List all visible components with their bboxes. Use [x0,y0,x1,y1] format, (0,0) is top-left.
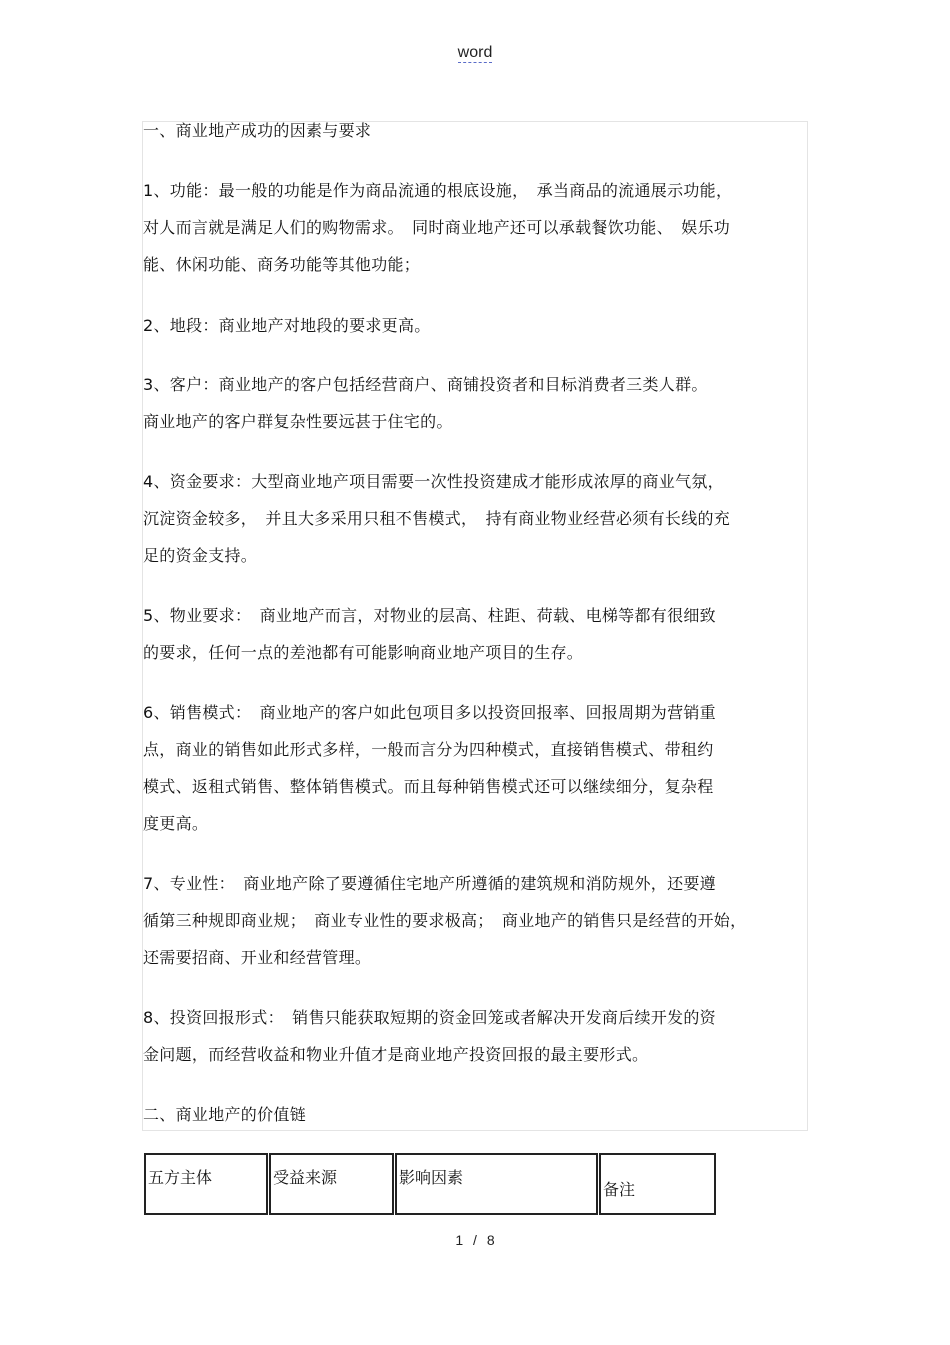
paragraph-7-line-2: 循第三种规即商业规； 商业专业性的要求极高； 商业地产的销售只是经营的开始， [143,911,747,930]
paragraph-4-line-3: 足的资金支持。 [143,546,258,565]
table-header-cell [269,1153,394,1215]
table-header-factors: 影响因素 [399,1168,464,1187]
paragraph-6-line-4: 度更高。 [143,814,209,833]
page-number: 1 / 8 [455,1232,495,1248]
paragraph-2-line-1: 2、地段：商业地产对地段的要求更高。 [143,316,431,335]
paragraph-6-line-2: 点，商业的销售如此形式多样，一般而言分为四种模式，直接销售模式、带租约 [143,740,714,759]
paragraph-1-line-3: 能、休闲功能、商务功能等其他功能； [143,255,421,274]
paragraph-6-line-3: 模式、返租式销售、整体销售模式。而且每种销售模式还可以继续细分，复杂程 [143,777,714,796]
paragraph-4-line-1: 4、资金要求：大型商业地产项目需要一次性投资建成才能形成浓厚的商业气氛， [143,472,724,491]
section-heading-1: 一、商业地产成功的因素与要求 [143,121,372,140]
page-header [0,44,950,62]
paragraph-1-line-1: 1、功能：最一般的功能是作为商品流通的根底设施， 承当商品的流通展示功能， [143,181,733,200]
table-header-notes: 备注 [603,1180,636,1199]
document-body [143,112,807,1133]
paragraph-1-line-2: 对人而言就是满足人们的购物需求。 同时商业地产还可以承载餐饮功能、 娱乐功 [143,218,731,237]
paragraph-5-line-1: 5、物业要求： 商业地产而言，对物业的层高、柱距、荷载、电梯等都有很细致 [143,606,716,625]
paragraph-3-line-1: 3、客户：商业地产的客户包括经营商户、商铺投资者和目标消费者三类人群。 [143,375,708,394]
paragraph-7-line-1: 7、专业性： 商业地产除了要遵循住宅地产所遵循的建筑规和消防规外，还要遵 [143,874,716,893]
paragraph-4-line-2: 沉淀资金较多， 并且大多采用只租不售模式， 持有商业物业经营必须有长线的充 [143,509,731,528]
paragraph-8-line-2: 金问题，而经营收益和物业升值才是商业地产投资回报的最主要形式。 [143,1045,649,1064]
paragraph-7-line-3: 还需要招商、开业和经营管理。 [143,948,372,967]
section-heading-2: 二、商业地产的价值链 [143,1105,307,1124]
value-chain-table [144,1153,717,1215]
header-title: word [457,44,493,61]
paragraph-6-line-1: 6、销售模式： 商业地产的客户如此包项目多以投资回报率、回报周期为营销重 [143,703,716,722]
table-header-cell [599,1153,716,1215]
table-header-cell [395,1153,598,1215]
paragraph-5-line-2: 的要求，任何一点的差池都有可能影响商业地产项目的生存。 [143,643,584,662]
table-header-subject: 五方主体 [148,1168,213,1187]
paragraph-3-line-2: 商业地产的客户群复杂性要远甚于住宅的。 [143,412,453,431]
table-header-income-source: 受益来源 [273,1168,338,1187]
table-header-cell [144,1153,268,1215]
paragraph-8-line-1: 8、投资回报形式： 销售只能获取短期的资金回笼或者解决开发商后续开发的资 [143,1008,716,1027]
